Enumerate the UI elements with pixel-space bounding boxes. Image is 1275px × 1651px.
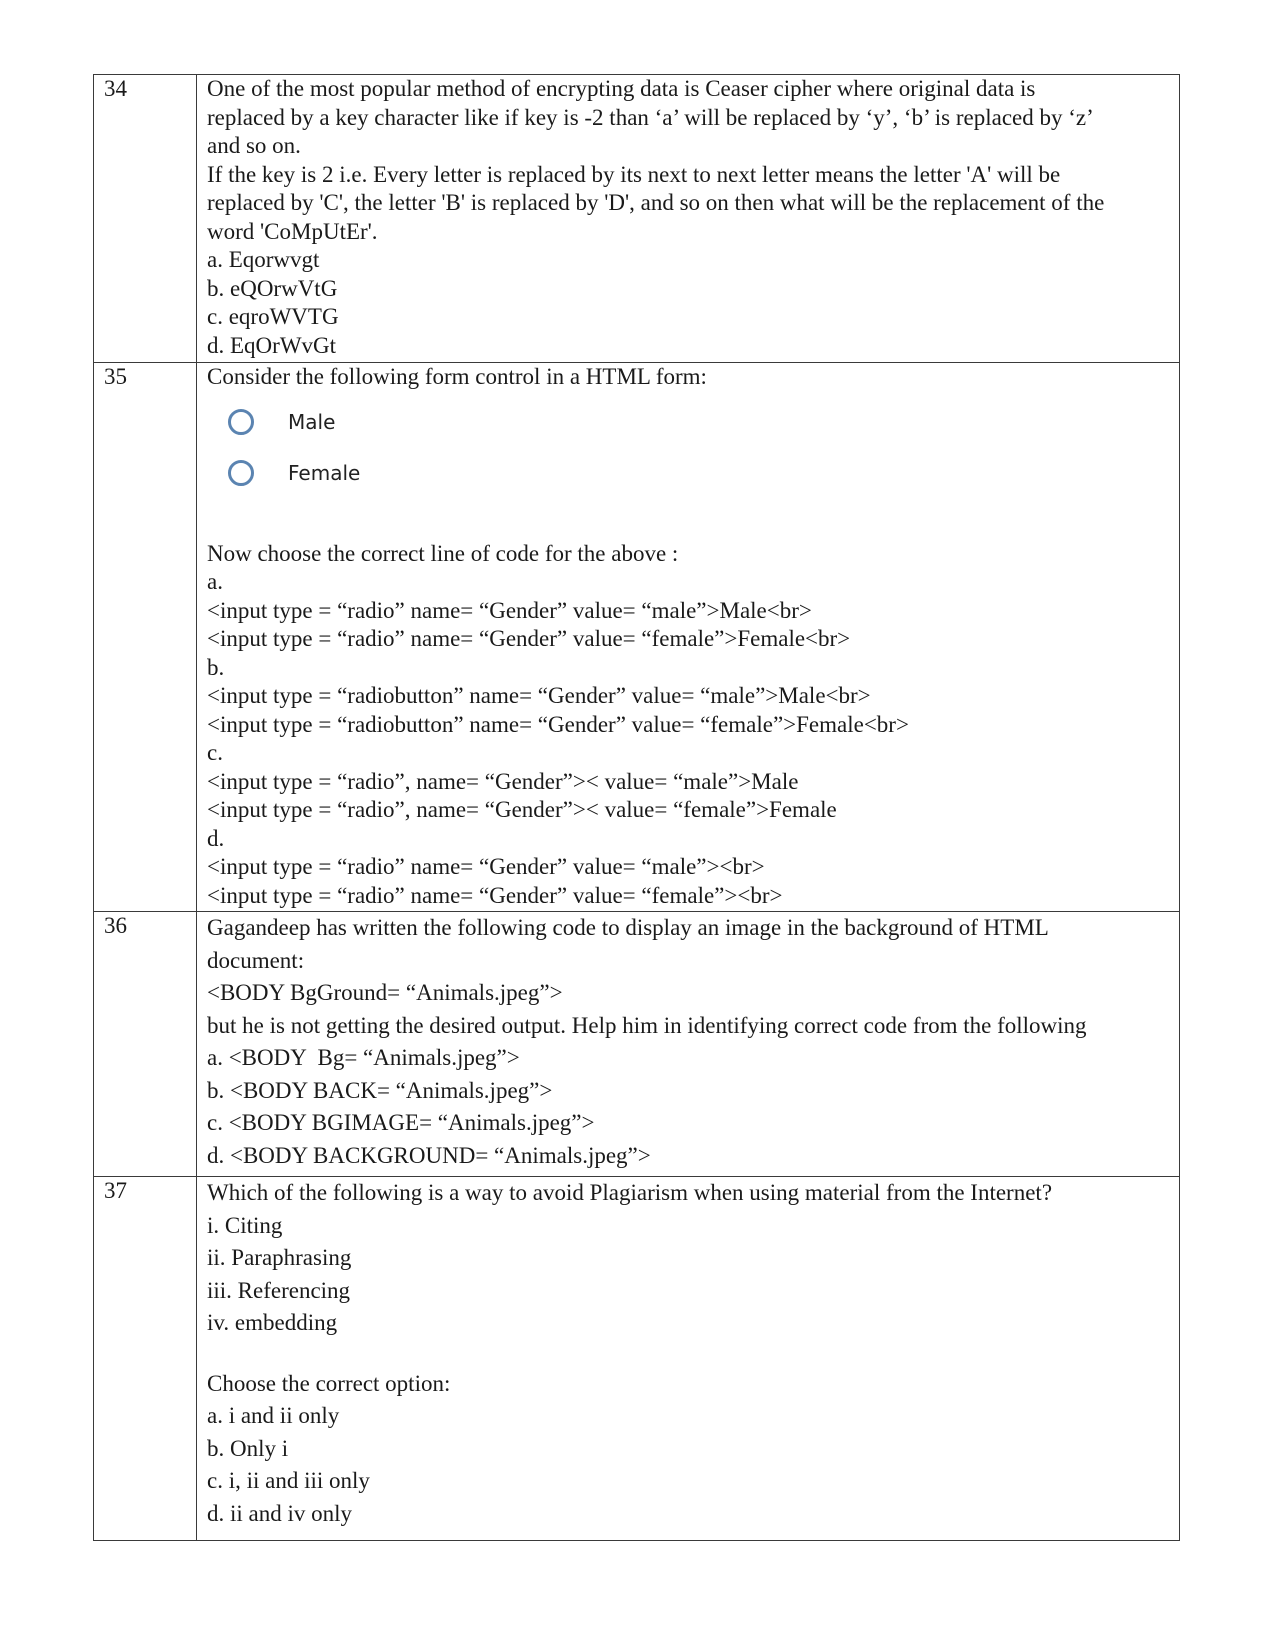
question-body xyxy=(197,363,1180,912)
option-code-line: <input type = “radiobutton” name= “Gender” value= “male”>Male<br> xyxy=(207,683,871,708)
radio-option-male xyxy=(228,408,335,437)
list-item: i. Citing xyxy=(207,1212,283,1238)
answer-option: b. eQOrwVtG xyxy=(207,275,338,301)
option-code-line: <input type = “radio”, name= “Gender”>< value= “male”>Male xyxy=(207,768,799,794)
answer-option: a. i and ii only xyxy=(207,1403,340,1428)
question-row-36 xyxy=(94,912,1180,1177)
question-row-37 xyxy=(94,1177,1180,1541)
question-number: 36 xyxy=(94,912,197,1177)
question-body xyxy=(197,75,1180,363)
answer-option: c. eqroWVTG xyxy=(207,304,339,329)
option-label: d. xyxy=(207,825,225,851)
question-text-line: Consider the following form control in a HTML form: xyxy=(207,364,707,389)
radio-circle-icon xyxy=(228,409,254,435)
answer-option: b. Only i xyxy=(207,1435,289,1461)
answer-option: d. EqOrWvGt xyxy=(207,332,337,358)
question-text-line: but he is not getting the desired output. Help him in identifying correct code from the following xyxy=(207,1012,1087,1038)
list-item: iii. Referencing xyxy=(207,1277,351,1303)
question-number: 34 xyxy=(94,75,197,363)
question-text-line: If the key is 2 i.e. Every letter is replaced by its next to next letter means the letter 'A' will be xyxy=(207,161,1061,187)
radio-label: Male xyxy=(288,409,336,434)
radio-illustration xyxy=(207,394,1167,540)
answer-option: a. <BODY Bg= “Animals.jpeg”> xyxy=(207,1045,520,1070)
radio-option-female xyxy=(228,459,360,488)
question-text-line: replaced by a key character like if key is -2 than ‘a’ will be replaced by ‘y’, ‘b’ is replaced by ‘z’ xyxy=(207,104,1094,130)
answer-option: c. i, ii and iii only xyxy=(207,1468,370,1493)
answer-option: d. <BODY BACKGROUND= “Animals.jpeg”> xyxy=(207,1142,651,1168)
question-number: 35 xyxy=(94,363,197,912)
answer-option: d. ii and iv only xyxy=(207,1500,353,1526)
option-code-line: <input type = “radio” name= “Gender” value= “male”>Male<br> xyxy=(207,597,812,623)
spacer xyxy=(207,1340,1167,1368)
question-body xyxy=(197,1177,1180,1541)
question-text-line: word 'CoMpUtEr'. xyxy=(207,218,378,244)
list-item: ii. Paraphrasing xyxy=(207,1245,352,1270)
radio-circle-icon xyxy=(228,460,254,486)
option-code-line: <input type = “radiobutton” name= “Gender” value= “female”>Female<br> xyxy=(207,711,909,737)
question-number: 37 xyxy=(94,1177,197,1541)
question-row-34 xyxy=(94,75,1180,363)
radio-label: Female xyxy=(288,460,361,485)
answer-option: c. <BODY BGIMAGE= “Animals.jpeg”> xyxy=(207,1110,595,1135)
list-item: iv. embedding xyxy=(207,1310,338,1335)
question-row-35 xyxy=(94,363,1180,912)
question-text-line: Which of the following is a way to avoid Plagiarism when using material from the Internet? xyxy=(207,1180,1053,1205)
question-text-line: and so on. xyxy=(207,133,301,158)
question-text-line: One of the most popular method of encrypting data is Ceaser cipher where original data is xyxy=(207,76,1036,101)
option-label: a. xyxy=(207,569,223,594)
option-label: b. xyxy=(207,654,225,680)
answer-option: b. <BODY BACK= “Animals.jpeg”> xyxy=(207,1077,553,1103)
option-code-line: <input type = “radio”, name= “Gender”>< value= “female”>Female xyxy=(207,797,837,822)
question-code-line: <BODY BgGround= “Animals.jpeg”> xyxy=(207,980,563,1005)
question-body xyxy=(197,912,1180,1177)
question-prompt: Choose the correct option: xyxy=(207,1370,451,1396)
question-text-line: replaced by 'C', the letter 'B' is replaced by 'D', and so on then what will be the replacement of the xyxy=(207,190,1105,215)
question-text-line: document: xyxy=(207,947,305,973)
option-code-line: <input type = “radio” name= “Gender” value= “female”>Female<br> xyxy=(207,626,851,651)
option-code-line: <input type = “radio” name= “Gender” value= “female”><br> xyxy=(207,882,783,908)
question-prompt: Now choose the correct line of code for the above : xyxy=(207,540,679,566)
answer-option: a. Eqorwvgt xyxy=(207,247,320,272)
option-label: c. xyxy=(207,740,223,765)
question-table xyxy=(93,74,1180,1541)
question-text-line: Gagandeep has written the following code to display an image in the background of HTML xyxy=(207,915,1049,940)
option-code-line: <input type = “radio” name= “Gender” value= “male”><br> xyxy=(207,854,765,879)
